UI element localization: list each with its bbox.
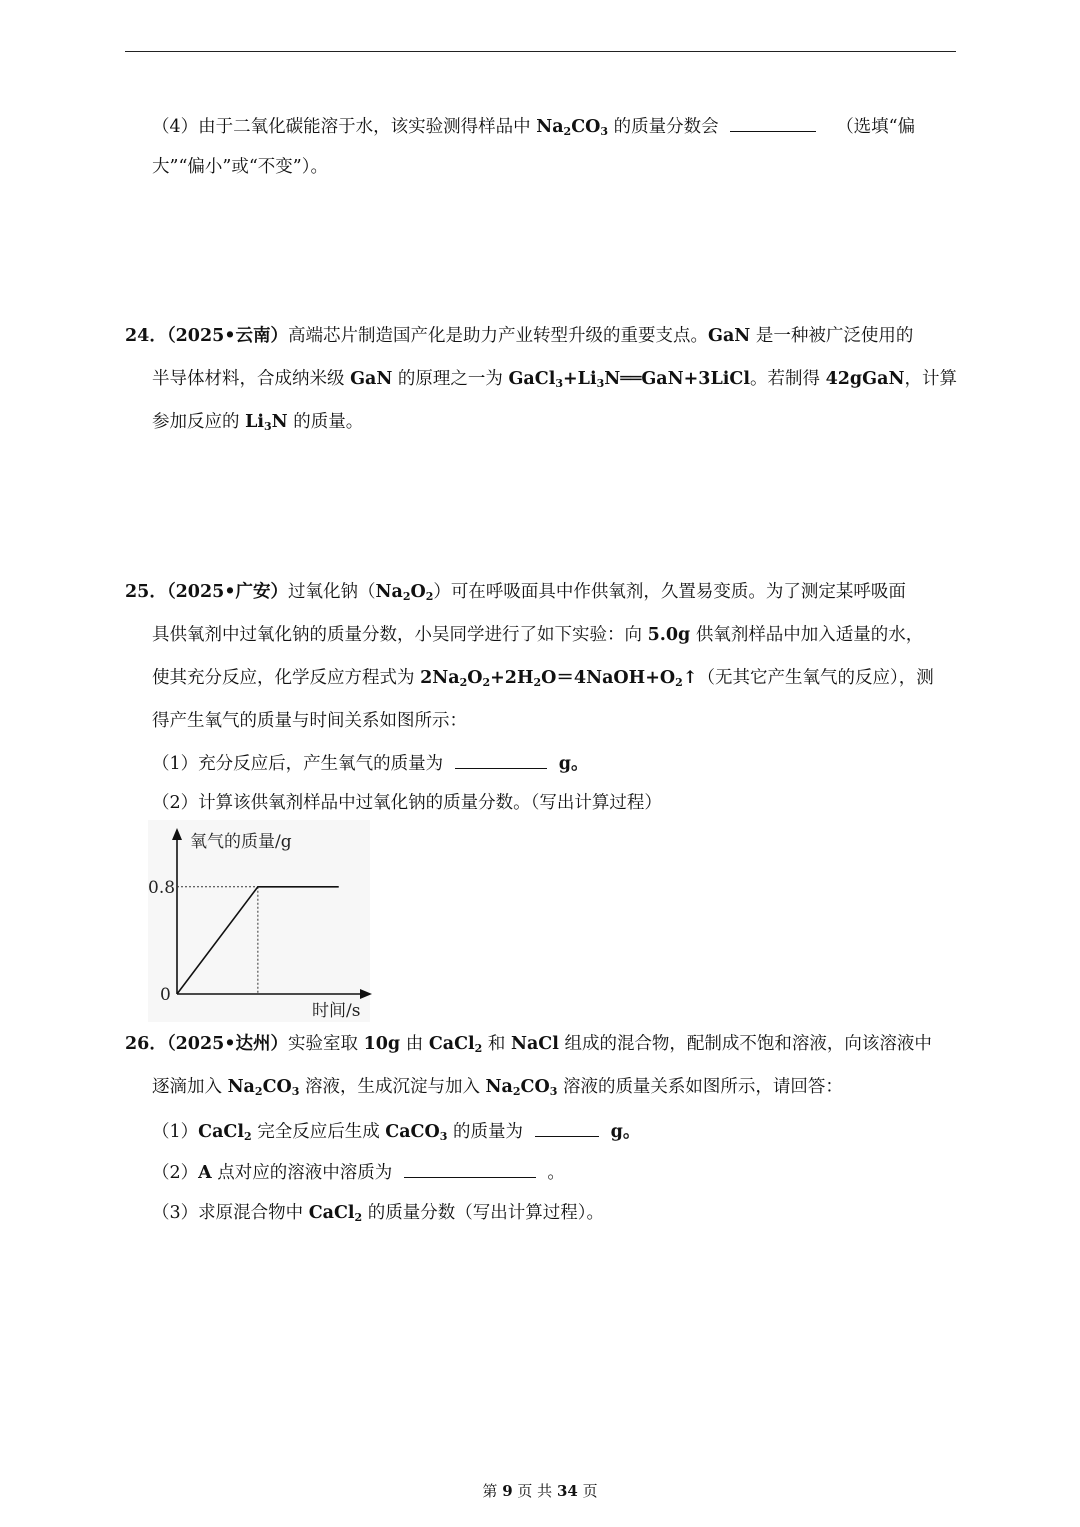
- formula-li3n: $Li_3N$: [245, 412, 288, 433]
- text: 半导体材料，合成纳米级: [152, 369, 351, 389]
- answer-blank[interactable]: [455, 750, 547, 769]
- question-source: （2025•达州）: [166, 1034, 289, 1054]
- text: （选填“偏: [836, 117, 916, 137]
- text: 。若制得: [750, 369, 826, 389]
- q26-line2: [152, 1075, 843, 1099]
- x-axis-label: 时间/s: [312, 1001, 361, 1021]
- text: 使其充分反应，化学反应方程式为: [152, 668, 421, 688]
- point-label: A: [198, 1163, 212, 1183]
- unit: g。: [552, 754, 589, 774]
- q25-line1: [125, 580, 906, 604]
- total-pages: 34: [556, 1482, 578, 1500]
- oxygen-mass-chart: [140, 820, 380, 1022]
- text: 的质量为: [447, 1122, 529, 1142]
- formula-cacl2: CaCl$_2$: [198, 1122, 252, 1143]
- text: 大”“偏小”或“不变”）。: [152, 157, 328, 177]
- text: （1）: [152, 1122, 199, 1142]
- reaction-equation: $2Na_2O_2+2H_2O=4NaOH+O_2↑$: [420, 668, 698, 689]
- formula-na2co3: $Na_2CO_3$: [485, 1077, 558, 1098]
- q25-line3: [152, 666, 934, 690]
- q24-line1: [125, 324, 913, 348]
- question-number: 26．: [125, 1034, 167, 1054]
- formula-cacl2: CaCl$_2$: [428, 1034, 483, 1055]
- formula: 42gGaN: [825, 369, 905, 389]
- formula-na2co3: $Na_2CO_3$: [536, 117, 609, 138]
- text: 溶液，生成沉淀与加入: [299, 1077, 486, 1097]
- formula-na2o2: $Na_2O_2$: [375, 582, 434, 603]
- reaction-equation: $GaCl_3+Li_3N══GaN+3LiCl$: [508, 369, 751, 390]
- text: 的质量分数（写出计算过程）。: [362, 1203, 605, 1223]
- text: 参加反应的: [152, 412, 246, 432]
- q23-part4-line1: [152, 113, 915, 139]
- answer-blank[interactable]: [404, 1159, 536, 1178]
- text: 是一种被广泛使用的: [750, 326, 914, 346]
- y-tick-label: 0.8: [148, 877, 176, 898]
- q26-part1: [152, 1118, 640, 1144]
- text: （无其它产生氧气的反应），测: [697, 668, 934, 688]
- q25-part2: [152, 791, 662, 815]
- text: 和: [482, 1034, 511, 1054]
- q24-line2: [152, 367, 957, 391]
- text: （2）: [152, 1163, 199, 1183]
- answer-blank[interactable]: [730, 113, 816, 132]
- text: 实验室取: [288, 1034, 364, 1054]
- formula-caco3: CaCO$_3$: [385, 1122, 448, 1143]
- text: 由于二氧化碳能溶于水，该实验测得样品中: [198, 117, 537, 137]
- answer-blank[interactable]: [535, 1118, 599, 1137]
- text: 得产生氧气的质量与时间关系如图所示：: [152, 711, 467, 731]
- q26-line1: [125, 1032, 932, 1056]
- part-number: （4）: [152, 117, 199, 137]
- y-axis-label: 氧气的质量/g: [190, 832, 292, 852]
- text: （2）计算该供氧剂样品中过氧化钠的质量分数。（写出计算过程）: [152, 793, 662, 813]
- question-number: 24．: [125, 326, 167, 346]
- formula: GaN: [350, 369, 393, 389]
- text: 的质量。: [287, 412, 364, 432]
- q25-line2: [152, 623, 923, 647]
- text: 具供氧剂中过氧化钠的质量分数，小吴同学进行了如下实验：向: [152, 625, 648, 645]
- text: ）可在呼吸面具中作供氧剂，久置易变质。为了测定某呼吸面: [433, 582, 906, 602]
- text: 点对应的溶液中溶质为: [211, 1163, 398, 1183]
- text: 溶液的质量关系如图所示，请回答：: [557, 1077, 843, 1097]
- top-rule: [125, 51, 956, 52]
- text: 供氧剂样品中加入适量的水，: [690, 625, 924, 645]
- origin-label: 0: [160, 985, 171, 1005]
- formula: GaN: [708, 326, 751, 346]
- text: （3）求原混合物中: [152, 1203, 309, 1223]
- page-number: 9: [502, 1482, 513, 1500]
- text: 由: [400, 1034, 429, 1054]
- text: （1）充分反应后，产生氧气的质量为: [152, 754, 449, 774]
- formula-na2co3: $Na_2CO_3$: [227, 1077, 300, 1098]
- formula-nacl: NaCl: [510, 1034, 559, 1054]
- q25-line4: [152, 709, 467, 733]
- question-number: 25．: [125, 582, 167, 602]
- text: 高端芯片制造国产化是助力产业转型升级的重要支点。: [288, 326, 709, 346]
- unit: g。: [604, 1122, 641, 1142]
- question-source: （2025•广安）: [166, 582, 289, 602]
- q24-line3: [152, 410, 363, 434]
- page-footer: 第 9 页 共 34 页: [482, 1482, 598, 1500]
- q23-part4-line2: [152, 155, 328, 179]
- question-source: （2025•云南）: [166, 326, 289, 346]
- q26-part3: [152, 1201, 604, 1225]
- text: 过氧化钠（: [288, 582, 376, 602]
- text: 的原理之一为: [392, 369, 509, 389]
- text: 。: [541, 1163, 565, 1183]
- text: 逐滴加入: [152, 1077, 228, 1097]
- formula-cacl2: CaCl$_2$: [308, 1203, 363, 1224]
- text: 完全反应后生成: [251, 1122, 386, 1142]
- text: ，计算: [904, 369, 957, 389]
- text: 的质量分数会: [608, 117, 725, 137]
- q25-part1: [152, 750, 589, 776]
- mass-value: 5.0g: [647, 625, 691, 645]
- q26-part2: [152, 1159, 565, 1185]
- text: 组成的混合物，配制成不饱和溶液，向该溶液中: [558, 1034, 932, 1054]
- mass-value: 10g: [363, 1034, 401, 1054]
